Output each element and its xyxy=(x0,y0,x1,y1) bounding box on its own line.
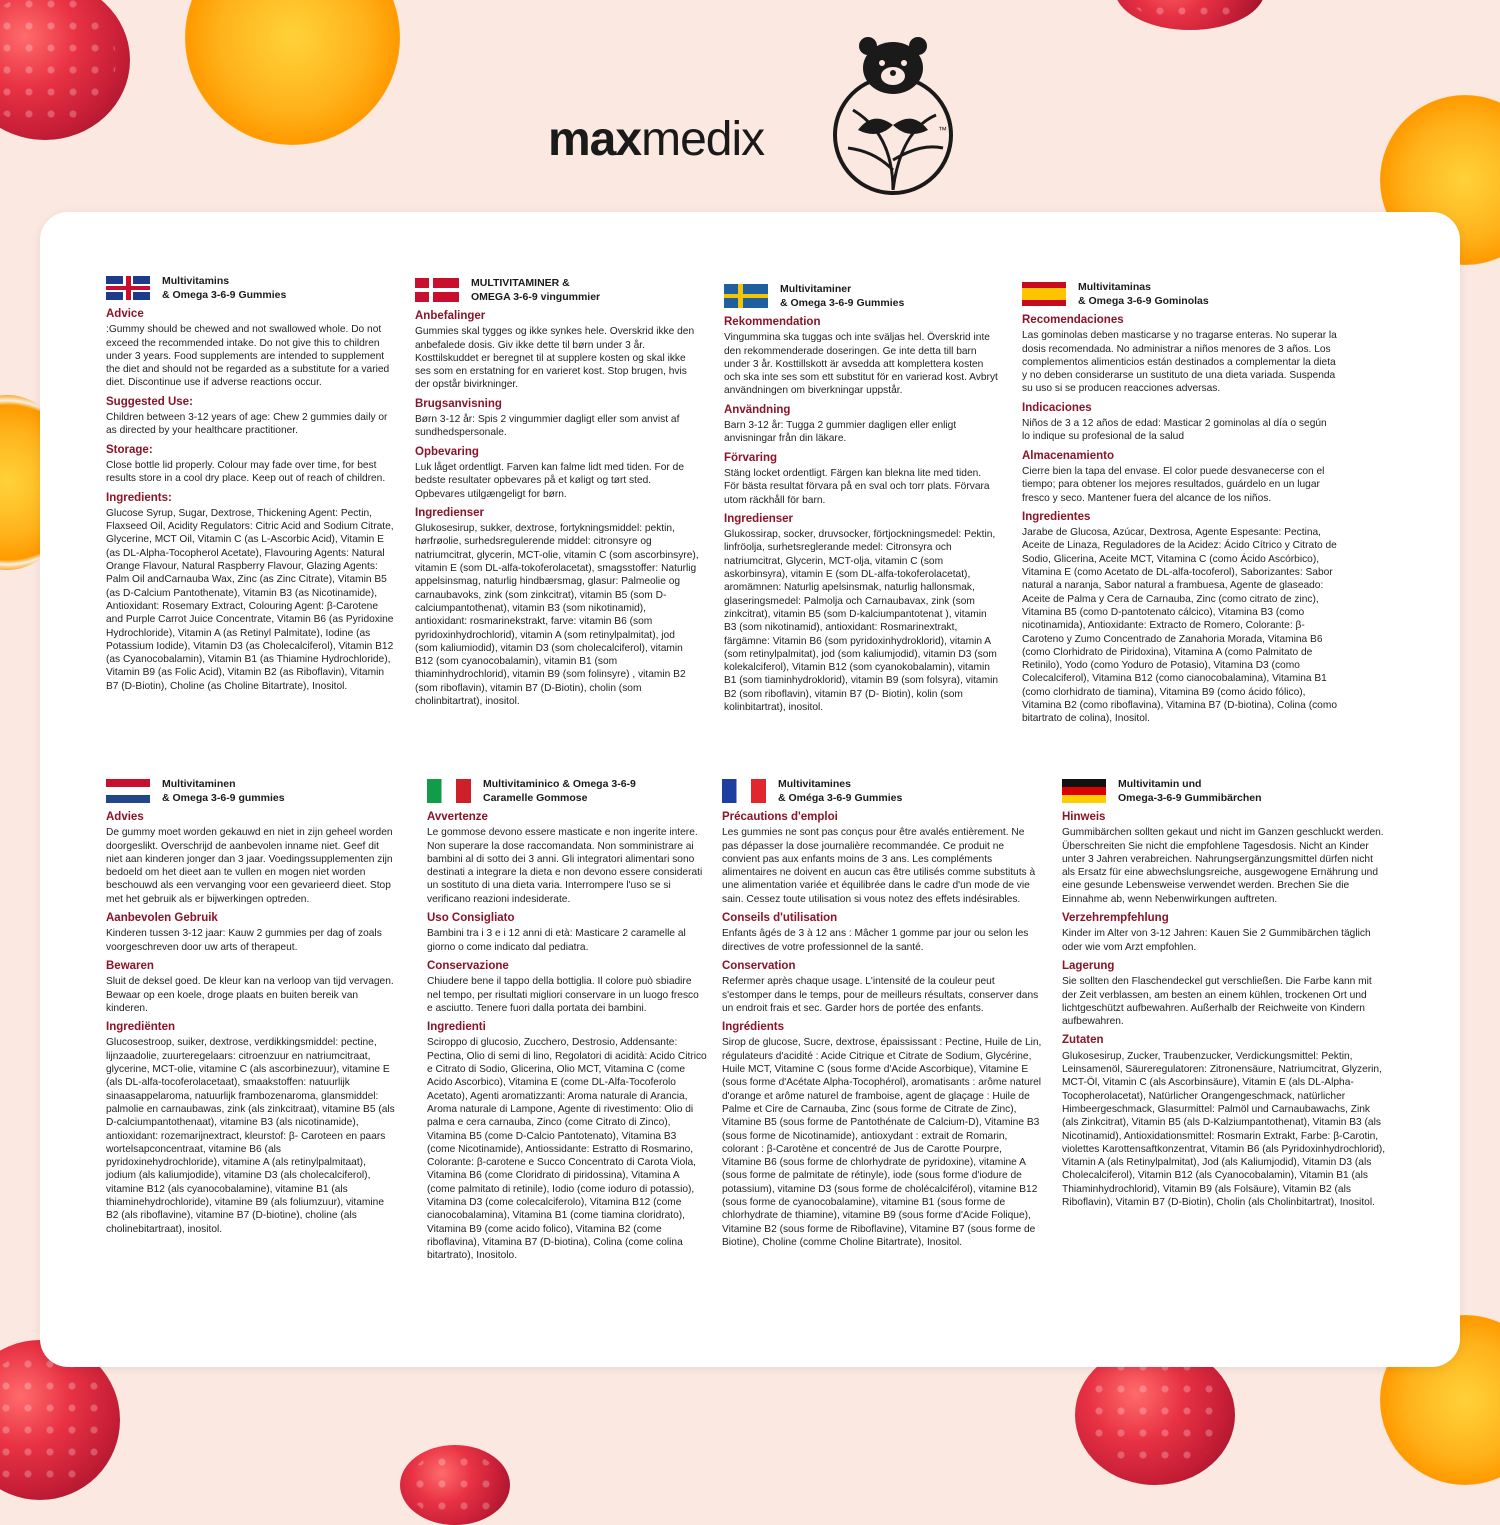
section-heading: Användning xyxy=(724,403,791,416)
lang-block-da xyxy=(415,276,700,708)
section-text: Vingummina ska tuggas och inte sväljas hel. Överskrid inte den rekommenderade doseringen. Ge inte detta till barn under 3 år. Kosttillskott är avsedda att komplettera kosten och ska inte ses som ett substitut för en varierad kost. Avbryt användningen om biverkningar uppstår. xyxy=(724,332,998,397)
section-text: Kinderen tussen 3-12 jaar: Kauw 2 gummies per dag of zoals voorgeschreven door uw arts of therapeut. xyxy=(106,928,382,953)
lang-block-nl xyxy=(106,777,396,1236)
section-text: Glucosestroop, suiker, dextrose, verdikkingsmiddel: pectine, lijnzaadolie, zuurteregelaars: citroenzuur en natriumcitraat, glycerine, MCT-olie, vitamine C (als ascorbinezuur), vitamine E (als DL-alfa-tocoferolacetaat), smaakstoffen: natuurlijk sinaasappelaroma, natuurlijk frambozenaroma, glansmiddel: palmolie en carnaubawas, zink (als zinkcitraat), vitamine B5 (als D-calciumpantothenaat), vitamine B3 (als nicotinamide), antioxidant: rozemarijnextract, kleurstof: β- Caroteen en paars wortelsapconcentraat, vitamine B6 (als pyridoxinehydrochloride), vitamine A (als retinylpalmitaat), jodium (als kaliumjodide), vitamine D3 (als cholecalciferol), vitamine B12 (als cyanocobalamine), vitamine B1 (als thiaminehydrochloride), vitamine B9 (als foliumzuur), vitamine B2 (als riboflavine), vitamine B7 (D-biotine), choline (als cholinebitartraat), inositol. xyxy=(106,1037,395,1235)
section-heading: Recomendaciones xyxy=(1022,314,1124,326)
section-text: De gummy moet worden gekauwd en niet in zijn geheel worden doorgeslikt. Overschrijd de aanbevolen inname niet. Geef dit niet aan kinderen jonger dan 3 jaar. Voedingssupplementen zijn bedoeld om het dieet aan te vullen en mogen niet worden beschouwd als een vervanging voor een gevarieerd dieet. Stop met het gebruik als er bijwerkingen optreden. xyxy=(106,827,393,905)
section-text: Chiudere bene il tappo della bottiglia. Il colore può sbiadire nel tempo, per risultati migliori conservare in un luogo fresco e asciutto. Tenere fuori dalla portata dei bambini. xyxy=(427,976,699,1014)
section-text: Sciroppo di glucosio, Zucchero, Destrosio, Addensante: Pectina, Olio di semi di lino, Regolatori di acidità: Acido Citrico e Citrato di Sodio, Glicerina, Olio MCT, Vitamina C (come Acido Ascorbico), Vitamina E (come DL-Alfa-Tocoferolo Acetato), Agenti aromatizzanti: Aroma naturale di Arancia, Aroma naturale di Lampone, Agente di rivestimento: Olio di palma e cera carnauba, Zinco (come Citrato di Zinco), Vitamina B5 (come D-Calcio Pantotenato), Vitamina B3 (come Nicotinamide), Antiossidante: Estratto di Rosmarino, Colorante: β-carotene e Succo Concentrato di Carota Viola, Vitamina B6 (come Cloridrato di piridossina), Vitamina A (come palmitato di retinile), Iodio (come ioduro di potassio), Vitamina D3 (come colecalciferolo), Vitamina B12 (come cianocobalamina), Vitamina B1 (come tiamina cloridrato), Vitamina B9 (come acido folico), Vitamina B2 (come riboflavina), Vitamina B7 (D-biotina), Colina (come colina bitartrato), Inositolo. xyxy=(427,1037,707,1262)
section-text: Sirop de glucose, Sucre, dextrose, épaississant : Pectine, Huile de Lin, régulateurs d'acidité : Acide Citrique et Citrate de Sodium, Glycérine, Huile MCT, Vitamine C (sous forme d'Acide Ascorbique), Vitamine E (sous forme d'Acétate Alpha-Tocophérol), aromatisants : arôme naturel d'orange et arôme naturel de framboise, agent de glaçage : Huile de Palme et Cire de Carnauba, Zinc (sous forme de Citrate de Zinc), Vitamine B5 (sous forme de Pantothénate de Calcium-D), Vitamine B3 (sous forme de Nicotinamide), antioxydant : extrait de Romarin, colorant : β-Carotène et concentré de Jus de Carotte Pourpre, Vitamine B6 (sous forme de chlorhydrate de pyridoxine), vitamine A (sous forme de palmitate de rétinyle), iode (sous forme d'iodure de potassium), vitamine D3 (sous forme de cholécalciférol), vitamine B12 (sous forme de cyanocobalamine), vitamine B1 (sous forme de chlorhydrate de thiamine), vitamine B9 (sous forme d'Acide Folique), Vitamine B2 (sous forme de Riboflavine), Vitamine B7 (sous forme de Biotine), Choline (comme Choline Bitartrate), Inositol. xyxy=(722,1037,1042,1248)
flag-netherlands-icon xyxy=(106,779,150,803)
lang-block-it xyxy=(427,777,707,1263)
section-heading: Avvertenze xyxy=(427,811,488,823)
section-heading: Indicaciones xyxy=(1022,401,1092,414)
product-title: Multivitaminas & Omega 3-6-9 Gominolas xyxy=(1078,281,1209,307)
section-text: Close bottle lid properly. Colour may fade over time, for best results store in a cool dry place. Keep out of reach of children. xyxy=(106,459,386,485)
flag-sweden-icon xyxy=(724,284,768,308)
brand-wordmark: maxmedix xyxy=(548,113,765,166)
section-text: :Gummy should be chewed and not swallowed whole. Do not exceed the recommended intake. Do not give this to children under 3 years. Food supplements are intended to supplement the diet and should not be regarded as a substitute for a varied diet. Discontinue use if adverse reactions occur. xyxy=(106,324,390,389)
raspberry-decoration xyxy=(400,1445,510,1525)
product-title: MULTIVITAMINER & OMEGA 3-6-9 vingummier xyxy=(471,277,601,303)
section-heading: Conservation xyxy=(722,959,796,972)
product-title: Multivitamin und Omega-3-6-9 Gummibärchen xyxy=(1118,778,1262,804)
section-heading: Ingrediënten xyxy=(106,1021,176,1034)
section-heading: Suggested Use: xyxy=(106,395,193,408)
section-heading: Conseils d'utilisation xyxy=(722,912,838,925)
flag-uk-icon xyxy=(106,276,150,300)
section-heading: Brugsanvisning xyxy=(415,397,502,410)
section-text: Gummibärchen sollten gekaut und nicht im Ganzen geschluckt werden. Überschreiten Sie nicht die empfohlene Tagesdosis. Nicht an Kinder unter 3 Jahren verabreichen. Nahrungsergänzungsmittel dürfen nicht als Ersatz für eine abwechslungsreiche, ausgewogene Ernährung und eine gesunde Lebensweise verwendet werden. Brechen Sie die Einnahme ab, wenn Nebenwirkungen auftreten. xyxy=(1062,827,1384,905)
label-card xyxy=(40,212,1460,1367)
section-heading: Förvaring xyxy=(724,451,778,464)
product-title: Multivitaminen & Omega 3-6-9 gummies xyxy=(162,778,285,804)
section-heading: Lagerung xyxy=(1062,959,1115,972)
section-text: Sluit de deksel goed. De kleur kan na verloop van tijd vervagen. Bewaar op een koele, droge plaats en buiten bereik van kinderen. xyxy=(106,976,394,1014)
section-heading: Opbevaring xyxy=(415,445,479,458)
section-heading: Conservazione xyxy=(427,959,509,972)
section-text: Refermer après chaque usage. L'intensité de la couleur peut s'estomper dans le temps, pour de meilleurs résultats, conserver dans un endroit frais et sec. Garder hors de portée des enfants. xyxy=(722,976,1039,1014)
brand-logo xyxy=(548,30,968,190)
product-title: Multivitaminico & Omega 3-6-9 Caramelle Gommose xyxy=(483,778,636,804)
section-text: Luk låget ordentligt. Farven kan falme lidt med tiden. For de bedste resultater opbevares på et køligt og tørt sted. Opbevares utilgængeligt for børn. xyxy=(415,461,684,500)
section-heading: Ingredients: xyxy=(106,491,172,504)
trademark-symbol: ™ xyxy=(938,125,947,135)
section-text: Glukosesirup, sukker, dextrose, fortykningsmiddel: pektin, hørfrøolie, surhedsregulerende middel: citronsyre og natriumcitrat, glycerin, MCT-olie, vitamin C (som ascorbinsyre), vitamin E (som DL-alfa-tokoferolacetat), smagsstoffer: Naturlig appelsinsmag, naturlig hindbærsmag, glasur: Palmeolie og carnaubavoks, zink (som zinkcitrat), vitamin B5 (som D-calciumpantothenat), vitamin B3 (som nikotinamid), antioxidant: rosmarinekstrakt, farve: vitamin B6 (som pyridoxinhydrochlorid), vitamin A (som retinylpalmitat), jod (som kaliumiodid), vitamin D3 (som cholecalciferol), vitamin B12 (som cyanocobalamin), vitamin B1 (som thiaminhydrochlorid), vitamin B9 (som folinsyre) , vitamin B2 (som riboflavin), vitamin B7 (D-Biotin), cholin (som cholinbitartrat), inositol. xyxy=(415,523,699,708)
section-text: Sie sollten den Flaschendeckel gut verschließen. Die Farbe kann mit der Zeit verblassen, am besten an einem kühlen, trockenen Ort und lichtgeschützt aufbewahren. Außerhalb der Reichweite von Kindern aufbewahren. xyxy=(1062,976,1372,1028)
section-heading: Aanbevolen Gebruik xyxy=(106,912,218,925)
section-text: Glucose Syrup, Sugar, Dextrose, Thickening Agent: Pectin, Flaxseed Oil, Acidity Regulators: Citric Acid and Sodium Citrate, Glycerine, MCT Oil, Vitamin C (as L-Ascorbic Acid), Vitamin E (as DL-Alpha-Tocopherol Acetate), Flavouring Agents: Natural Orange Flavour, Natural Raspberry Flavour, Glazing Agents: Palm Oil andCarnauba Wax, Zinc (as Zinc Citrate), Vitamin B5 (as D-Calcium Pantothenate), Vitamin B3 (as Nicotinamide), Antioxidant: Rosemary Extract, Colouring Agent: β-Carotene and Purple Carrot Juice Concentrate, Vitamin B6 (as Pyridoxine Hydrochloride), Vitamin A (as Retinyl Palmitate), Iodine (as Potassium Iodide), Vitamin D3 (as Cholecalciferol), Vitamin B12 (as Cyanocobalamin), Vitamin B1 (as Thiamine Hydrochloride), Vitamin B9 (as Folic Acid), Vitamin B2 (as Riboflavin), Vitamin B7 (D-Biotin), Choline (as Choline Bitartrate), Inositol. xyxy=(106,507,394,692)
section-heading: Bewaren xyxy=(106,959,154,972)
flag-germany-icon xyxy=(1062,779,1106,803)
section-heading: Hinweis xyxy=(1062,811,1106,823)
section-text: Jarabe de Glucosa, Azúcar, Dextrosa, Agente Espesante: Pectina, Aceite de Linaza, Reguladores de la Acidez: Ácido Cítrico y Citrato de Sodio, Glicerina, Aceite MCT, Vitamina C (como Ácido Ascórbico), Vitamina E (como Acetato de DL-alfa-tocoferol), Saborizantes: Sabor natural a naranja, Sabor natural a frambuesa, Agente de glaseado: Aceite de Palma y Cera de Carnauba, Zinc (como citrato de zinc), Vitamina B5 (como D-pantotenato cálcico), Vitamina B3 (como nicotinamida), Antioxidante: Extracto de Romero, Colorante: β-Caroteno y Zumo Concentrado de Zanahoria Morada, Vitamina B6 (como Clorhidrato de Piridoxina), Vitamina A (como Palmitato de Retinilo), Yodo (como Yoduro de Potasio), Vitamina D3 (como Colecalciferol), Vitamina B12 (como cianocobalamina), Vitamina B1 (como clorhidrato de tiamina), Vitamina B9 (como ácido fólico), Vitamina B2 (como riboflavina), Vitamina B7 (D-biotina), Colina (como bitartrato de colina), Inositol. xyxy=(1022,527,1338,725)
section-text: Gummies skal tygges og ikke synkes hele. Overskrid ikke den anbefalede dosis. Giv ikke dette til børn under 3 år. Kosttilskuddet er beregnet til at supplere kosten og skal ikke ses som en erstatning for en varieret kost. Stop brugen, hvis der opstår bivirkninger. xyxy=(415,326,695,391)
lang-block-sv xyxy=(724,282,999,714)
section-heading: Anbefalinger xyxy=(415,310,486,322)
section-text: Stäng locket ordentligt. Färgen kan blekna lite med tiden. För bästa resultat förvara på en sval och torr plats. Förvara utom räckhåll för barn. xyxy=(724,467,990,506)
section-text: Niños de 3 a 12 años de edad: Masticar 2 gominolas al día o según lo indique su profesional de la salud xyxy=(1022,418,1327,443)
section-text: Glukossirap, socker, druvsocker, förtjockningsmedel: Pektin, linfröolja, surhetsreglerande medel: Citronsyra och natriumcitrat, Glycerin, MCT-olja, vitamin C (som askorbinsyra), vitamin E (som DL-alfa-tokoferolacetat), aromämnen: Naturlig apelsinsmak, naturlig hallonsmak, glaseringsmedel: Palmolja och Carnaubavax, zink (som zinkcitrat), vitamin B5 (som D-kalciumpantotenat ), vitamin B3 (som nikotinamid), antioxidant: Rosmarinextrakt, färgämne: Vitamin B6 (som pyridoxinhydroklorid), vitamin A (som retinylpalmitat), jod (som kaliumjodid), vitamin D3 (som kolekalciferol), Vitamin B12 (som cyanokobalamin), vitamin B1 (som tiaminhydroklorid), vitamin B9 (som folsyra), vitamin B2 (som riboflavin), vitamin B7 (D- Biotin), kolin (som kolinbitartrat), inositol. xyxy=(724,529,999,714)
lang-block-fr xyxy=(722,777,1042,1249)
section-text: Children between 3-12 years of age: Chew 2 gummies daily or as directed by your healthcare practitioner. xyxy=(106,412,388,437)
raspberry-decoration xyxy=(0,0,130,140)
section-heading: Précautions d'emploi xyxy=(722,811,838,823)
lang-block-en xyxy=(106,274,396,693)
section-heading: Rekommendation xyxy=(724,316,821,328)
section-heading: Storage: xyxy=(106,443,153,456)
section-heading: Ingredienser xyxy=(415,506,485,519)
section-heading: Ingredienser xyxy=(724,512,794,525)
section-text: Le gommose devono essere masticate e non ingerite intere. Non superare la dose raccomandata. Non somministrare ai bambini al di sotto dei 3 anni. Gli integratori alimentari sono destinati a integrare la dieta e non devono essere considerati un sostituto di una dieta varia. Interrompere l'uso se si verificano reazioni indesiderate. xyxy=(427,827,703,905)
lang-block-es xyxy=(1022,280,1337,726)
section-text: Børn 3-12 år: Spis 2 vingummier dagligt eller som anvist af sundhedspersonale. xyxy=(415,414,680,439)
section-heading: Zutaten xyxy=(1062,1034,1104,1047)
section-heading: Almacenamiento xyxy=(1022,449,1115,462)
section-text: Las gominolas deben masticarse y no tragarse enteras. No superar la dosis recomendada. No administrar a niños menores de 3 años. Los complementos alimenticios están destinados a complementar la dieta y no deben considerarse un sustituto de una dieta variada. Suspenda su uso si se producen reacciones adversas. xyxy=(1022,330,1337,395)
flag-france-icon xyxy=(722,779,766,803)
lang-block-de xyxy=(1062,777,1387,1209)
flag-spain-icon xyxy=(1022,282,1066,306)
flag-denmark-icon xyxy=(415,278,459,302)
section-heading: Ingredienti xyxy=(427,1021,486,1034)
section-heading: Uso Consigliato xyxy=(427,912,515,925)
raspberry-decoration xyxy=(1115,0,1265,30)
bear-leaf-emblem-icon xyxy=(818,30,968,200)
product-title: Multivitamines & Oméga 3-6-9 Gummies xyxy=(778,778,903,804)
section-text: Glukosesirup, Zucker, Traubenzucker, Verdickungsmittel: Pektin, Leinsamenöl, Säureregulatoren: Zitronensäure, Natriumcitrat, Glyzerin, MCT-Öl, Vitamin C (als Ascorbinsäure), Vitamin E (als DL-Alpha-Tocopherolacetat), Natürlicher Orangengeschmack, natürlicher Himbeergeschmack, Glasurmittel: Palmöl und Carnaubawachs, Zink (als Zinkcitrat), Vitamin B5 (als D-Kalziumpantothenat), Vitamin B3 (als Nicotinamid), Antioxidationsmittel: Rosmarin Extrakt, Farbe: β-Carotin, violettes Karottensaftkonzentrat, Vitamin B6 (als Pyridoxinhydrochlorid), Vitamin A (als Retinylpalmitat), Jod (als Kaliumjodid), Vitamin D3 (als Cholecalciferol), Vitamin B12 (als Cyanocobalamin), Vitamin B1 (als Thiaminhydrochlorid), Vitamin B9 (als Folsäure), Vitamin B2 (als Riboflavin), Vitamin B7 (D-Biotin), Cholin (als Cholinbitartrat), Inositol. xyxy=(1062,1050,1386,1209)
section-text: Les gummies ne sont pas conçus pour être avalés entièrement. Ne pas dépasser la dose journalière recommandée. Ce produit ne convient pas aux enfants moins de 3 ans. Les compléments alimentaires ne doivent en aucun cas être utilisés comme substituts à une alimentation variée et équilibrée dans le cadre d'un mode de vie sain. Cessez toute utilisation si vous notez des effets indésirables. xyxy=(722,827,1036,905)
orange-slice-decoration xyxy=(185,0,400,145)
section-heading: Advies xyxy=(106,811,144,823)
section-heading: Ingrédients xyxy=(722,1021,784,1034)
section-text: Enfants âgés de 3 à 12 ans : Mâcher 1 gomme par jour ou selon les directives de votre professionnel de la santé. xyxy=(722,928,1029,953)
section-text: Cierre bien la tapa del envase. El color puede desvanecerse con el tiempo; para obtener los mejores resultados, guárdelo en un lugar fresco y seco. Mantener fuera del alcance de los niños. xyxy=(1022,465,1325,504)
product-title: Multivitamins & Omega 3-6-9 Gummies xyxy=(162,275,287,301)
section-heading: Ingredientes xyxy=(1022,510,1091,523)
section-text: Kinder im Alter von 3-12 Jahren: Kauen Sie 2 Gummibärchen täglich oder wie vom Arzt empfohlen. xyxy=(1062,928,1371,953)
flag-italy-icon xyxy=(427,779,471,803)
section-heading: Advice xyxy=(106,308,144,320)
section-text: Bambini tra i 3 e i 12 anni di età: Masticare 2 caramelle al giorno o come indicato dal pediatra. xyxy=(427,928,686,953)
section-text: Barn 3-12 år: Tugga 2 gummier dagligen eller enligt anvisningar från din läkare. xyxy=(724,420,957,445)
product-title: Multivitaminer & Omega 3-6-9 Gummies xyxy=(780,283,905,309)
section-heading: Verzehrempfehlung xyxy=(1062,912,1169,925)
